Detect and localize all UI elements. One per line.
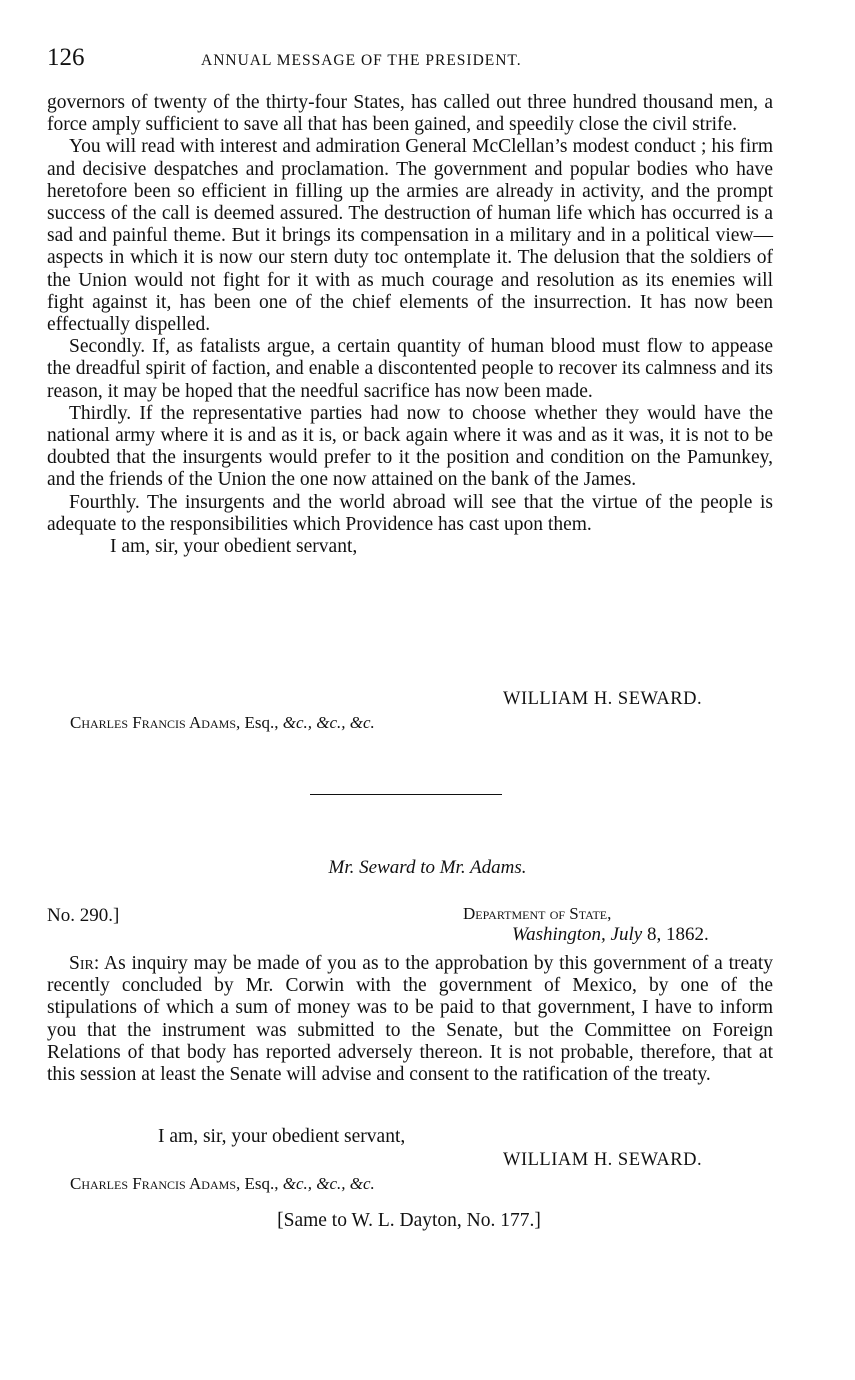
- addressee-name: Charles Francis Adams: [70, 1174, 236, 1193]
- page-number: 126: [47, 44, 85, 71]
- letter-2-body: [47, 953, 773, 1086]
- letter-1-body: [47, 92, 773, 558]
- section-divider: [310, 794, 502, 795]
- paragraph: [47, 953, 773, 1086]
- paragraph: Thirdly. If the representative parties had now to choose whether they would have the national army where it is and as it is, or back again where it was and as it was, it is not to be doubted that the insurgents would prefer to it the position and condition on the Pamunkey, and the friends of the Union the one now attained on the bank of the James.: [47, 402, 773, 491]
- dateline-date: 8, 1862.: [642, 924, 709, 945]
- paragraph: Fourthly. The insurgents and the world abroad will see that the virtue of the people is adequate to the responsibilities which Providence has cast upon them.: [47, 491, 773, 535]
- page-header: [47, 44, 773, 76]
- paragraph: Secondly. If, as fatalists argue, a certain quantity of human blood must flow to appease the dreadful spirit of faction, and enable a discontented people to recover its calmness and its reason, it may be hoped that the needful sacrifice has now been made.: [47, 336, 773, 402]
- paragraph: You will read with interest and admiration General McClellan’s modest conduct ; his firm and decisive despatches and proclamation. The government and popular bodies who have heretofore been so efficient in filling up the armies are already in activity, and the prompt success of the call is deemed assured. The destruction of human life which has occurred is a sad and painful theme. But it brings its compensation in a military and in a political view—aspects in which it is now our stern duty toc ontemplate it. The delusion that the soldiers of the Union would not fight for it with as much courage and resolution as its enemies will fight against it, has been one of the chief elements of the insurrection. It has now been effectually dispelled.: [47, 136, 773, 336]
- closing-line: I am, sir, your obedient servant,: [110, 536, 358, 558]
- running-head: ANNUAL MESSAGE OF THE PRESIDENT.: [201, 52, 522, 69]
- letter-title: Mr. Seward to Mr. Adams.: [328, 857, 527, 878]
- addressee-etc: &c., &c., &c.: [282, 1174, 375, 1193]
- letter-number: No. 290.]: [47, 905, 120, 926]
- salutation: Sir:: [69, 953, 100, 974]
- letter-text: As inquiry may be made of you as to the approbation by this government of a treaty recently concluded by Mr. Corwin with the government of Mexico, by one of the stipulations of which a sum of money was to be paid to that government, I have to inform you that the instrument was submitted to the Senate, but the Committee on Foreign Relations of that body has reported adversely thereon. It is not probable, therefore, that at this session at least the Senate will advise and consent to the ratification of the treaty.: [47, 953, 773, 1086]
- editorial-note: [Same to W. L. Dayton, No. 177.]: [277, 1210, 541, 1231]
- addressee-line: [70, 713, 375, 733]
- addressee-suffix: , Esq.,: [236, 1174, 283, 1193]
- signature: WILLIAM H. SEWARD.: [503, 1150, 703, 1170]
- addressee-etc: &c., &c., &c.: [282, 713, 375, 732]
- paragraph-continued: governors of twenty of the thirty-four States, has called out three hundred thousand men, a force amply sufficient to save all that has been gained, and speedily close the civil strife.: [47, 92, 773, 136]
- department-heading: Department of State,: [463, 904, 612, 923]
- closing-line: I am, sir, your obedient servant,: [158, 1126, 406, 1147]
- addressee-name: Charles Francis Adams: [70, 713, 236, 732]
- signature: WILLIAM H. SEWARD.: [503, 689, 703, 709]
- addressee-suffix: , Esq.,: [236, 713, 283, 732]
- addressee-line: [70, 1174, 375, 1194]
- dateline: [512, 924, 709, 946]
- dateline-place: Washington, July: [512, 924, 643, 945]
